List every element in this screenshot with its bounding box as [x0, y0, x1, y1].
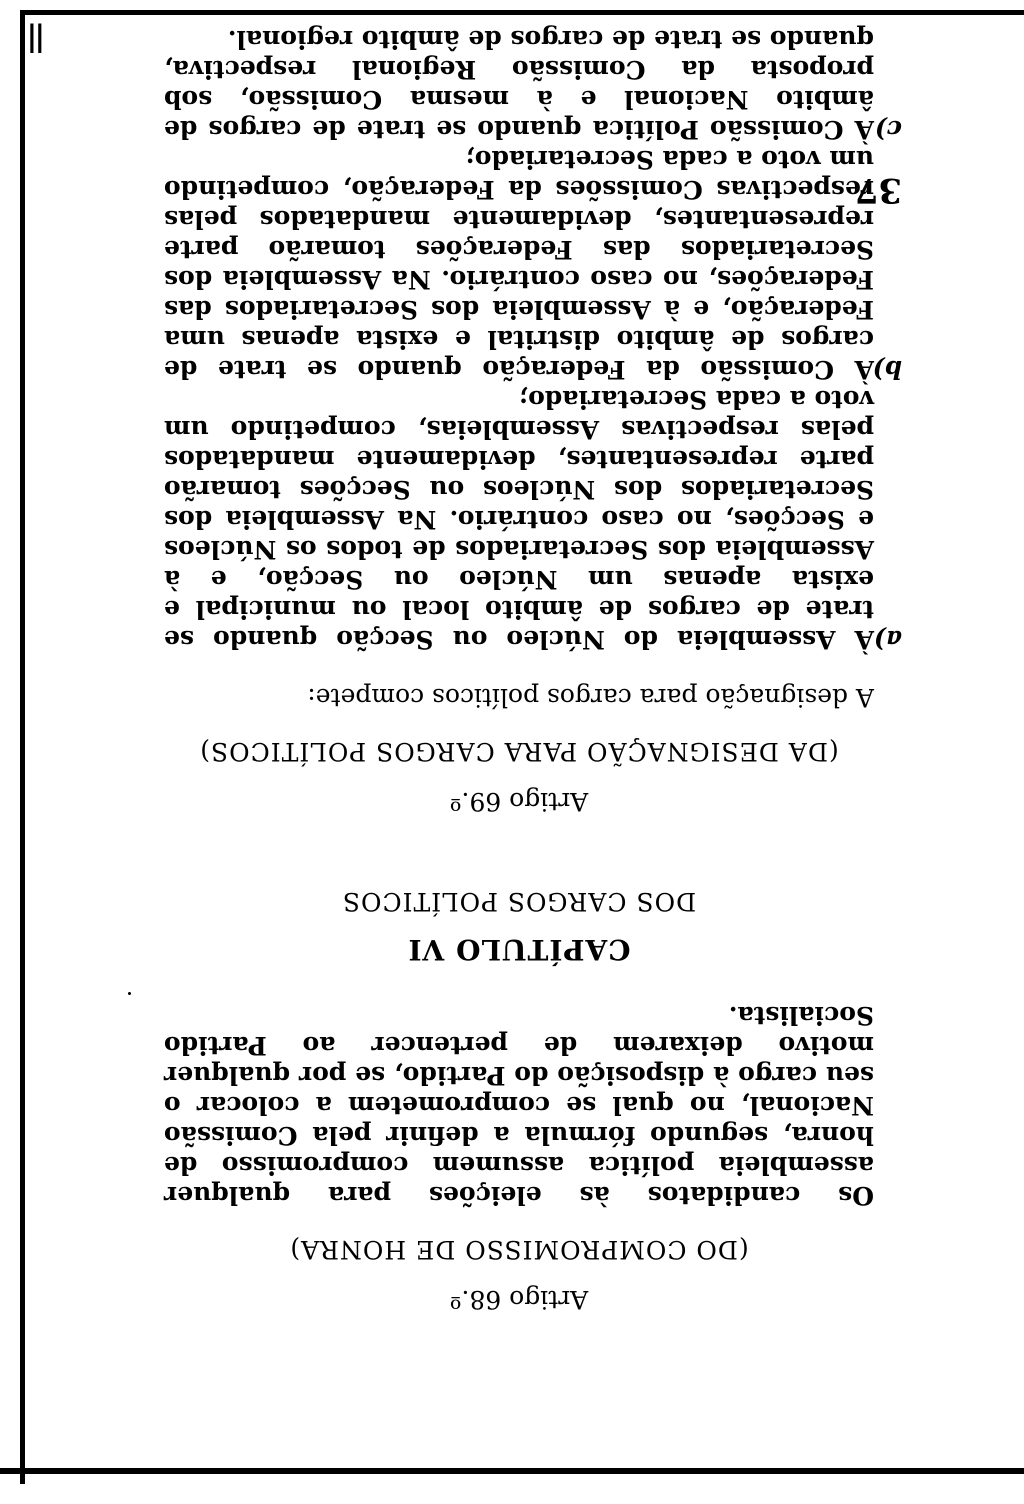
- list-item: [164, 384, 902, 654]
- article-69-subtitle: (DA DESIGNAÇÃO PARA CARGOS POLÍTICOS): [199, 737, 839, 766]
- article-69-heading: Artigo 69.º: [449, 787, 589, 816]
- item-text: À Comissão da Federação quando se trate de cargos de âmbito distrital e exista apenas uma Federação, e à Assembleia dos Secretariados das Federações, no caso contrário. Na Assembleia dos Secretariados das Federações tomarão parte representantes, devidamente mandatados pelas respectivas Comissões da Federação, competindo um voto a cada Secretariado;: [164, 145, 874, 384]
- list-item: [164, 24, 902, 144]
- article-68-heading: Artigo 68.º: [449, 1285, 589, 1314]
- scan-corner-mark: ǁ: [26, 17, 46, 63]
- item-text: À Comissão Política quando se trate de cargos de âmbito Nacional e à mesma Comissão, sob proposta da Comissão Regional respectiva, quando se trate de cargos de âmbito regional.: [164, 25, 874, 144]
- article-68-text: Os candidatos às eleições para qualquer assembleia política assumem compromisso de honra, segundo fórmula a definir pela Comissão Nacional, no qual se comprometem a colocar o seu cargo à disposição do Partido, se por qualquer motivo deixarem de pertencer ao Partido Socialista.: [164, 1001, 874, 1210]
- article-68-subtitle: (DO COMPROMISSO DE HONRA): [289, 1235, 749, 1264]
- page-number: 37: [854, 170, 902, 210]
- item-label: b): [872, 355, 902, 384]
- chapter-subtitle: DOS CARGOS POLÍTICOS: [341, 887, 697, 916]
- item-text: À Assembleia do Núcleo ou Secção quando se trate de cargos de âmbito local ou municipal e exista apenas um Núcleo ou Secção, e à Assembleia dos Secretariados de todos os Núcleos e Secções, no caso contrário. Na Assembleia dos Secretariados dos Núcleos ou Secções tomarão parte representantes, devidamente mandatados pelas respectivas Assembleias, competindo um voto a cada Secretariado;: [164, 385, 874, 654]
- article-69-lead: A designação para cargos políticos compete:: [307, 683, 874, 712]
- chapter-heading: CAPÍTULO VI: [407, 933, 631, 966]
- item-label: a): [873, 625, 902, 654]
- item-label: c): [874, 115, 902, 144]
